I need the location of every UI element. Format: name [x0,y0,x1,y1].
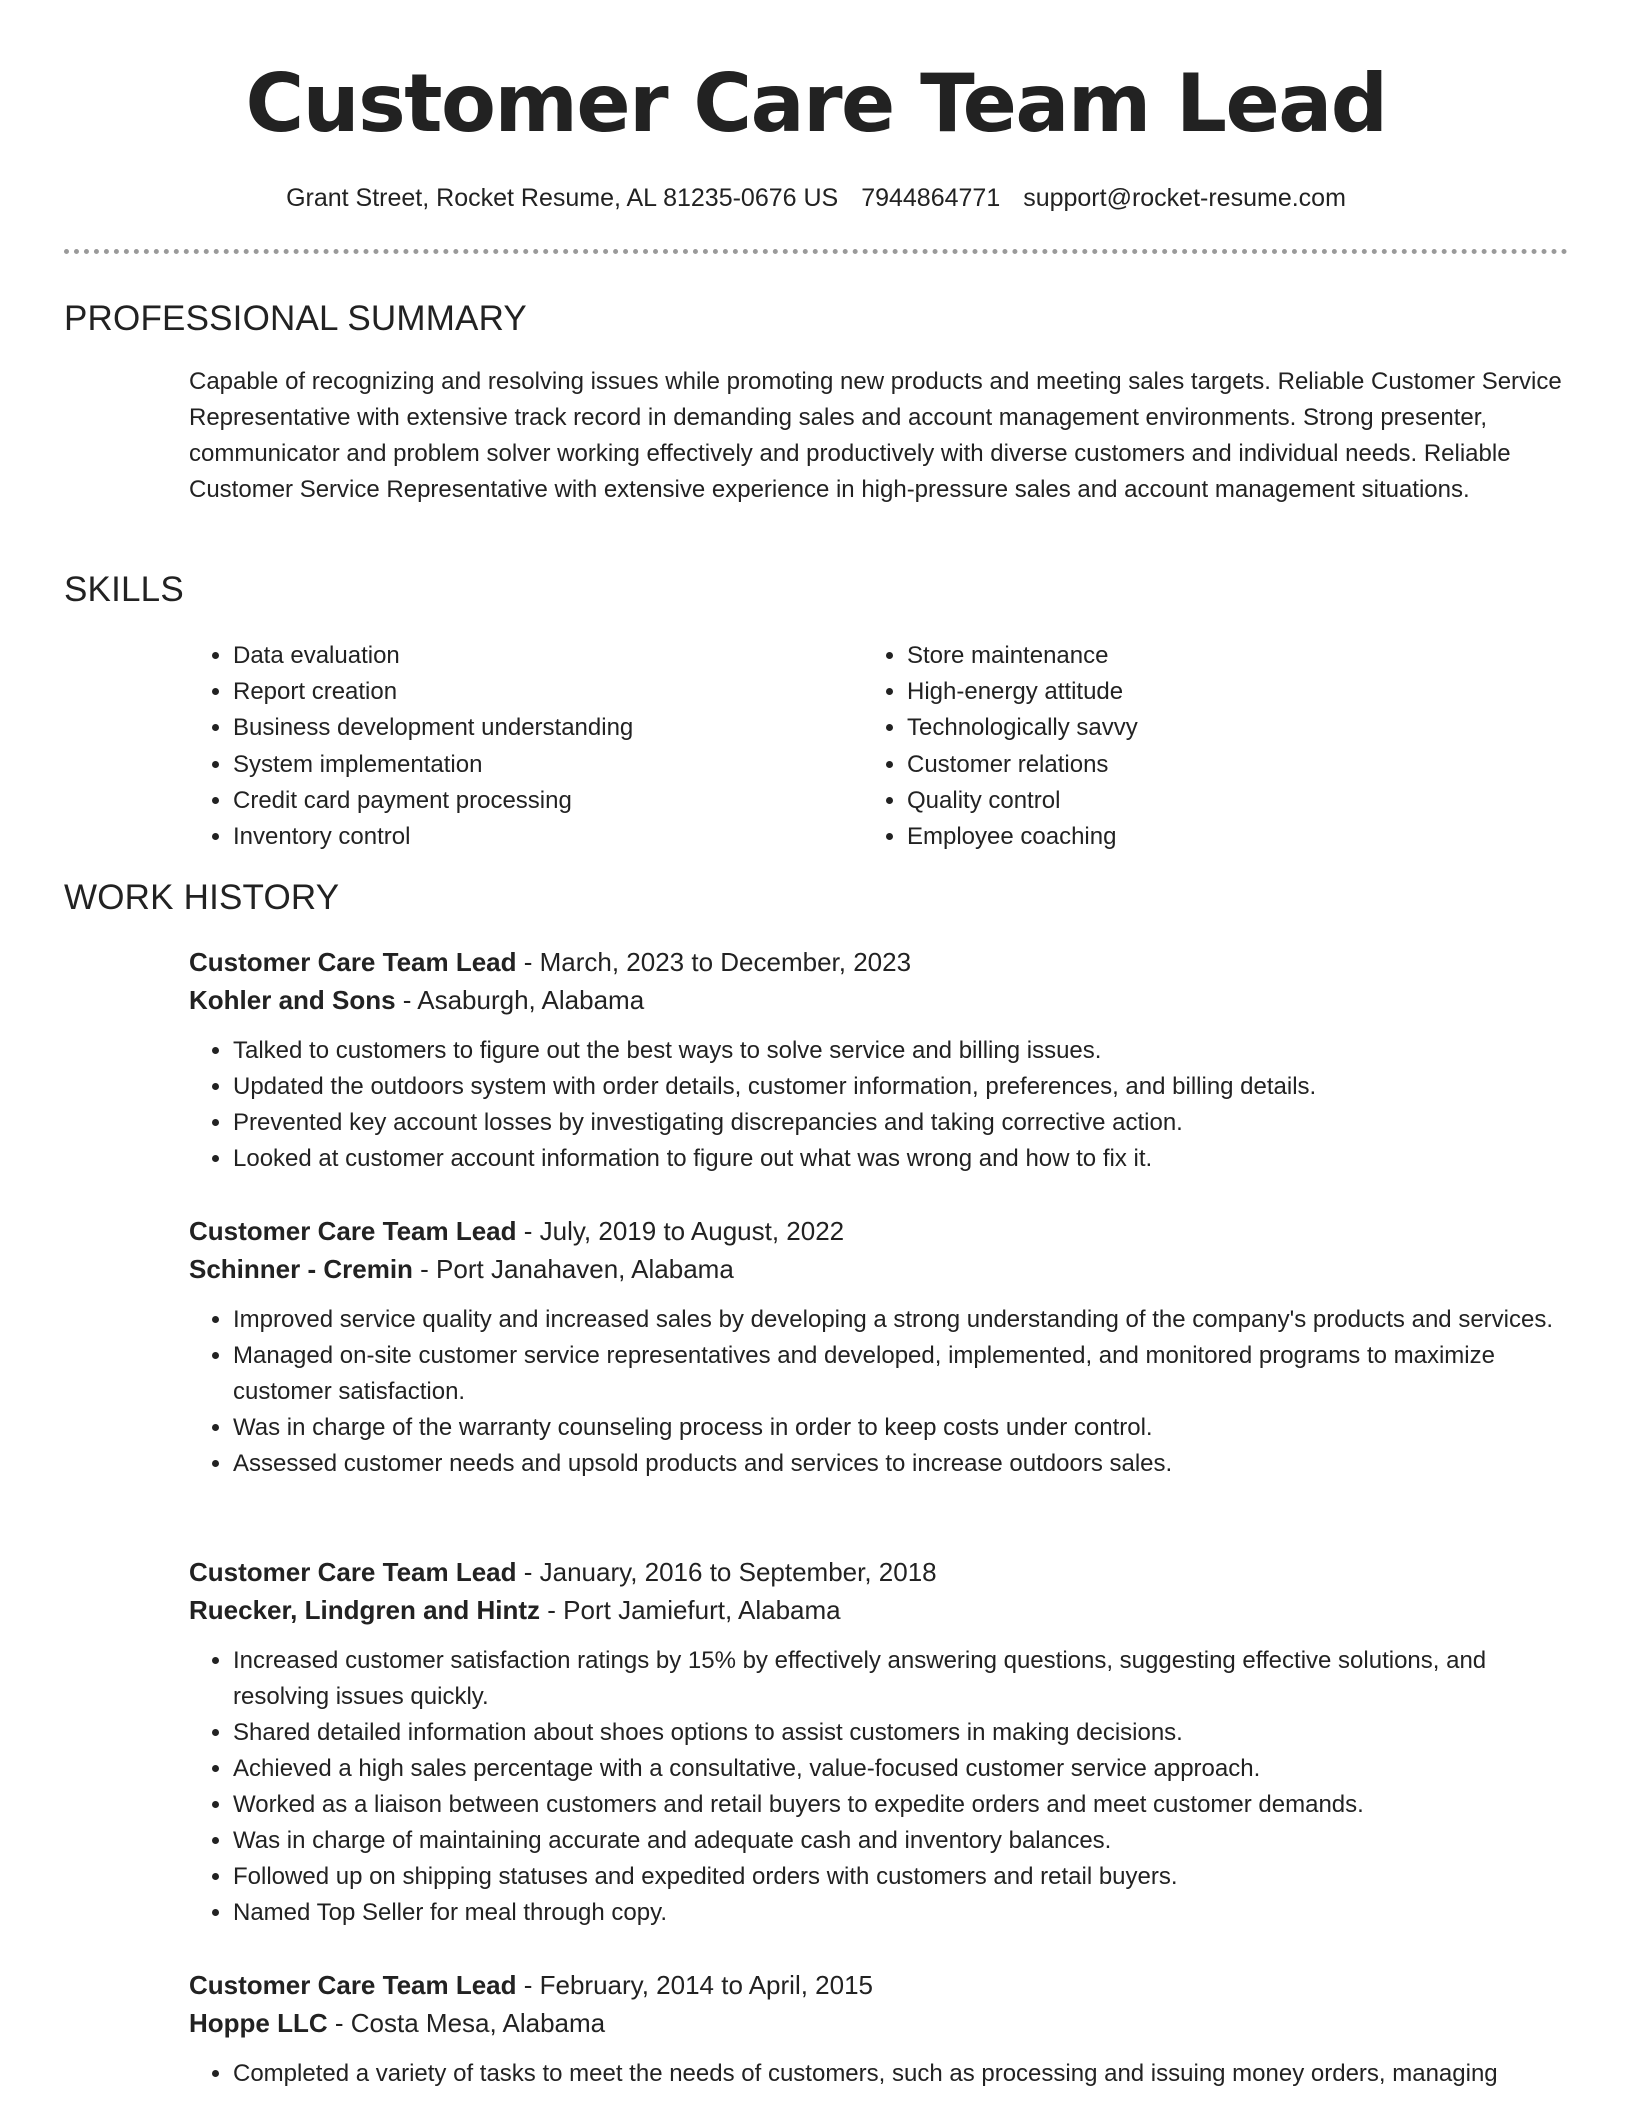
job-title-line [189,1966,1567,2004]
skill-item: • Business development understanding [233,710,853,746]
job-bullet: • Improved service quality and increased sales by developing a strong understanding of the company's products and services. [233,1302,1567,1338]
job-bullet: • Assessed customer needs and upsold products and services to increase outdoors sales. [233,1446,1567,1482]
job-bullet: • Updated the outdoors system with order details, customer information, preferences, and billing details. [233,1069,1567,1105]
skill-item: • Credit card payment processing [233,783,853,819]
job-company-line [189,1591,1567,1629]
job-dates: - March, 2023 to December, 2023 [516,947,912,977]
job-company-line [189,1250,1567,1288]
job-title-line [189,1212,1567,1250]
skill-item: • Customer relations [907,747,1547,783]
summary-heading: PROFESSIONAL SUMMARY [64,299,527,338]
skill-item: • System implementation [233,747,853,783]
job-bullet: • Named Top Seller for meal through copy. [233,1895,1567,1931]
skill-item: • Report creation [233,674,853,710]
contact-line [0,180,1632,216]
job-bullet: • Increased customer satisfaction ratings by 15% by effectively answering questions, suggesting effective solutions, and resolving issues quickly. [233,1643,1567,1715]
job-company: Ruecker, Lindgren and Hintz [189,1595,541,1625]
job-bullet: • Followed up on shipping statuses and expedited orders with customers and retail buyers. [233,1859,1567,1895]
job-bullets [189,1643,1567,1931]
job-location: - Port Janahaven, Alabama [412,1254,734,1284]
job-role: Customer Care Team Lead [189,1557,517,1587]
job-bullets [189,1033,1567,1177]
skills-list-left [189,638,853,855]
job-dates: - February, 2014 to April, 2015 [516,1970,874,2000]
job-bullets [189,1302,1567,1482]
job-company-line [189,2004,1567,2042]
job-bullet: • Was in charge of maintaining accurate and adequate cash and inventory balances. [233,1823,1567,1859]
skill-item: • High-energy attitude [907,674,1547,710]
work-history-heading: WORK HISTORY [64,878,340,917]
job-company: Schinner - Cremin [189,1254,413,1284]
skills-list-right [863,638,1547,855]
summary-text: Capable of recognizing and resolving issues while promoting new products and meeting sales targets. Reliable Customer Service Representative with extensive track record in demanding sales and account management environments. Strong presenter, communicator and problem solver working effectively and productively with diverse customers and individual needs. Reliable Customer Service Representative with extensive experience in high-pressure sales and account management situations. [189,368,1562,503]
job-title-line [189,943,1567,981]
job-entry [189,943,1567,1177]
job-location: - Port Jamiefurt, Alabama [540,1595,841,1625]
job-location: - Asaburgh, Alabama [395,985,645,1015]
job-bullet: • Achieved a high sales percentage with a consultative, value-focused customer service approach. [233,1751,1567,1787]
job-title-line [189,1553,1567,1591]
job-entry [189,1553,1567,1931]
job-bullets [189,2056,1567,2092]
job-location: - Costa Mesa, Alabama [327,2008,606,2038]
skill-item: • Inventory control [233,819,853,855]
job-role: Customer Care Team Lead [189,947,517,977]
job-role: Customer Care Team Lead [189,1216,517,1246]
job-company: Hoppe LLC [189,2008,328,2038]
job-bullet: • Managed on-site customer service representatives and developed, implemented, and monitored programs to maximize customer satisfaction. [233,1338,1567,1410]
job-company: Kohler and Sons [189,985,396,1015]
header-divider [64,249,1568,254]
job-company-line [189,981,1567,1019]
skill-item: • Employee coaching [907,819,1547,855]
job-bullet: • Worked as a liaison between customers and retail buyers to expedite orders and meet customer demands. [233,1787,1567,1823]
job-entry [189,1966,1567,2092]
contact-email: support@rocket-resume.com [1023,184,1346,212]
job-dates: - July, 2019 to August, 2022 [516,1216,845,1246]
skill-item: • Data evaluation [233,638,853,674]
skill-item: • Store maintenance [907,638,1547,674]
resume-name: Customer Care Team Lead [245,57,1387,150]
contact-phone: 7944864771 [861,184,1001,212]
skill-item: • Technologically savvy [907,710,1547,746]
job-entry [189,1212,1567,1482]
job-bullet: • Was in charge of the warranty counseling process in order to keep costs under control. [233,1410,1567,1446]
job-bullet: • Prevented key account losses by investigating discrepancies and taking corrective action. [233,1105,1567,1141]
skill-item: • Quality control [907,783,1547,819]
job-bullet: • Talked to customers to figure out the best ways to solve service and billing issues. [233,1033,1567,1069]
job-bullet: • Looked at customer account information to figure out what was wrong and how to fix it. [233,1141,1567,1177]
job-dates: - January, 2016 to September, 2018 [516,1557,937,1587]
job-bullet: • Shared detailed information about shoes options to assist customers in making decisions. [233,1715,1567,1751]
contact-address: Grant Street, Rocket Resume, AL 81235-0676 US [286,184,839,212]
job-role: Customer Care Team Lead [189,1970,517,2000]
job-bullet: • Completed a variety of tasks to meet the needs of customers, such as processing and issuing money orders, managing [233,2056,1567,2092]
skills-heading: SKILLS [64,570,184,609]
